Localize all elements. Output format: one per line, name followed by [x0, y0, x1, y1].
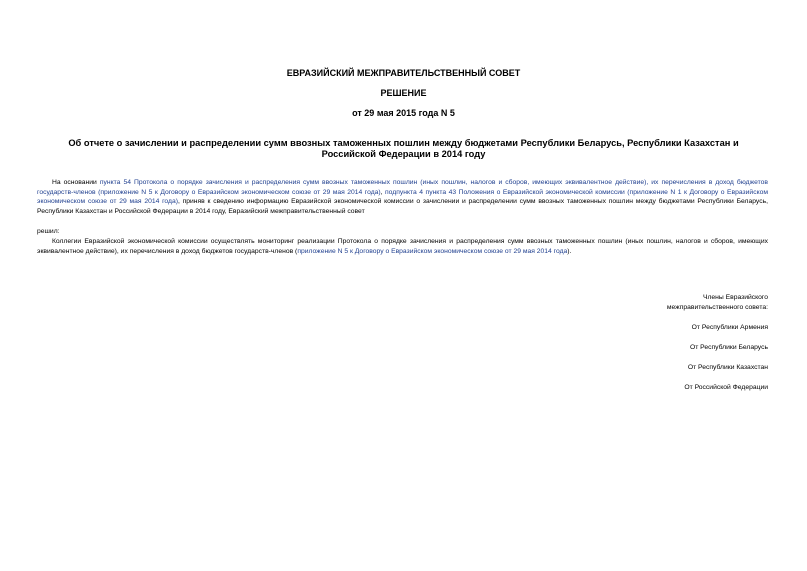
intro-text-1: На основании [52, 179, 100, 186]
signature-kazakhstan: От Республики Казахстан [687, 364, 768, 371]
signatures-heading-line-1: Члены Евразийского [702, 294, 768, 301]
document-type: РЕШЕНИЕ [380, 88, 427, 98]
document-date-number: от 29 мая 2015 года N 5 [352, 108, 455, 118]
intro-text-3: , приняв к сведению информацию Евразийской экономической комиссии о зачислении и распределении сумм ввозных таможенных пошлин между бюджетами Республики Беларусь, Республики Казахстан и Российской Федерации в 2014 году, Евразийский межправительственный совет [37, 198, 768, 215]
signatures-heading-line-2: межправительственного совета: [666, 303, 768, 311]
document-subject: Об отчете о зачислении и распределении сумм ввозных таможенных пошлин между бюджетами Республики Беларусь, Республики Казахстан и Российской Федерации в 2014 году [68, 138, 739, 159]
annex-link[interactable]: приложение N 5 к Договору о Евразийском экономическом союзе от 29 мая 2014 года [297, 247, 568, 255]
signature-russia: От Российской Федерации [684, 384, 768, 391]
protocol-link[interactable]: пункта 54 Протокола о порядке зачисления и распределения сумм ввозных таможенных пошлин (иных пошлин, налогов и сборов, имеющих эквивалентное действие), их перечисления в доход бюджетов государств-членов (приложение N 5 к Договору о Евразийском экономическом союзе от 29 мая 2014 года) [37, 179, 768, 196]
decided-label: решил: [37, 228, 60, 235]
intro-text-2: , [380, 188, 386, 196]
intro-paragraph [37, 178, 768, 216]
signature-armenia: От Республики Армения [691, 324, 768, 331]
decision-text-2: ). [567, 247, 572, 255]
organization-title: ЕВРАЗИЙСКИЙ МЕЖПРАВИТЕЛЬСТВЕННЫЙ СОВЕТ [286, 68, 521, 78]
decision-text-1: Коллегии Евразийской экономической комиссии осуществлять мониторинг реализации Протокола о порядке зачисления и распределения сумм ввозных таможенных пошлин (иных пошлин, налогов и сборов, имеющих эквивалентное действие), их перечисления в доход бюджетов государств-членов ( [37, 238, 768, 255]
regulation-link[interactable]: подпункта 4 пункта 43 Положения о Евразийской экономической комиссии (приложение N 1 к Договору о Евразийском экономическом союзе от 29 мая 2014 года) [37, 188, 768, 206]
signatures-heading [667, 293, 768, 312]
signature-belarus: От Республики Беларусь [689, 344, 768, 351]
decision-paragraph [37, 237, 768, 256]
